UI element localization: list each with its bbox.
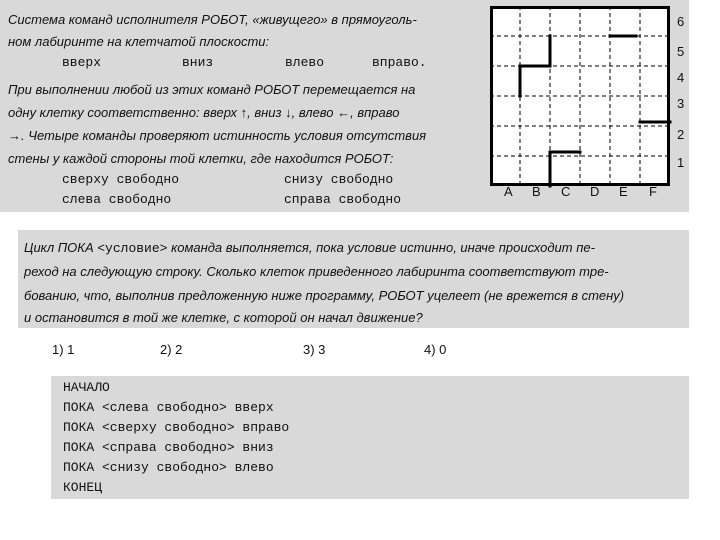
col-label-b: B xyxy=(532,184,541,199)
intro-line-6: стены у каждой стороны той клетки, где находится РОБОТ: xyxy=(8,151,394,166)
answer-option-2[interactable]: 2) 2 xyxy=(160,342,183,357)
program-line-begin: НАЧАЛО xyxy=(63,380,110,395)
question-line-3: бованию, что, выполнив предложенную ниже программу, РОБОТ уцелеет (не врежется в стену) xyxy=(24,288,625,303)
condition-bottom-free: снизу свободно xyxy=(284,172,394,187)
intro-line-2: ном лабиринте на клетчатой плоскости: xyxy=(8,34,270,49)
answer-option-1[interactable]: 1) 1 xyxy=(52,342,75,357)
command-up: вверх xyxy=(62,55,102,70)
question-line-2: реход на следующую строку. Сколько клеток приведенного лабиринта соответствуют тре- xyxy=(24,264,609,279)
intro-line-4: одну клетку соответственно: вверх ↑, вниз ↓, влево ←, вправо xyxy=(8,105,400,120)
row-label-4: 4 xyxy=(677,70,685,85)
row-label-1: 1 xyxy=(677,155,685,170)
program-line-3: ПОКА <справа свободно> вниз xyxy=(63,440,274,455)
question-line-4: и остановится в той же клетке, с которой он начал движение? xyxy=(24,310,423,325)
row-label-3: 3 xyxy=(677,96,685,111)
intro-line-1: Система команд исполнителя РОБОТ, «живущего» в прямоуголь- xyxy=(8,12,417,27)
answer-option-3[interactable]: 3) 3 xyxy=(303,342,326,357)
question-line-1a: Цикл ПОКА xyxy=(24,240,98,255)
maze-diagram xyxy=(0,0,720,212)
program-line-end: КОНЕЦ xyxy=(63,480,103,495)
command-right: вправо. xyxy=(372,55,427,70)
row-label-5: 5 xyxy=(677,44,685,59)
col-label-f: F xyxy=(649,184,657,199)
question-line-1 xyxy=(24,238,595,259)
condition-left-free: слева свободно xyxy=(62,192,172,207)
condition-right-free: справа свободно xyxy=(284,192,402,207)
condition-top-free: сверху свободно xyxy=(62,172,180,187)
col-label-e: E xyxy=(619,184,628,199)
intro-line-3: При выполнении любой из этих команд РОБОТ перемещается на xyxy=(8,82,416,97)
question-condition-token: <условие> xyxy=(97,241,168,256)
program-line-4: ПОКА <снизу свободно> влево xyxy=(63,460,274,475)
program-line-1: ПОКА <слева свободно> вверх xyxy=(63,400,274,415)
question-line-1c: команда выполняется, пока условие истинно, иначе происходит пе- xyxy=(167,240,595,255)
command-left: влево xyxy=(285,55,325,70)
command-down: вниз xyxy=(182,55,214,70)
row-label-2: 2 xyxy=(677,127,685,142)
answer-option-4[interactable]: 4) 0 xyxy=(424,342,447,357)
row-label-6: 6 xyxy=(677,14,685,29)
col-label-d: D xyxy=(590,184,600,199)
program-line-2: ПОКА <сверху свободно> вправо xyxy=(63,420,290,435)
intro-line-5: →. Четыре команды проверяют истинность условия отсутствия xyxy=(8,128,427,143)
col-label-a: A xyxy=(504,184,513,199)
col-label-c: C xyxy=(561,184,571,199)
